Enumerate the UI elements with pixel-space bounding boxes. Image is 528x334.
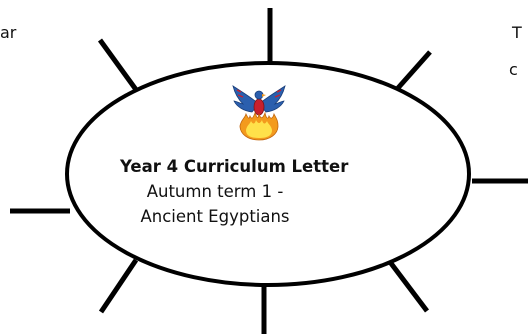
phoenix-logo-icon — [230, 80, 288, 144]
subtitle-line-2: Ancient Egyptians — [140, 207, 290, 226]
ray-top-left — [100, 40, 137, 91]
ray-bottom-right — [387, 258, 427, 311]
cut-off-text-left: ar — [0, 23, 17, 42]
ray-top-right — [398, 52, 430, 88]
cut-off-text-right-top: T — [512, 23, 522, 42]
cut-off-text-right-mid: c — [509, 60, 518, 79]
ray-bottom-left — [101, 260, 136, 312]
curriculum-letter-heading — [120, 155, 349, 229]
subtitle-line-1: Autumn term 1 - — [146, 182, 284, 201]
title-text: Year 4 Curriculum Letter — [120, 157, 349, 176]
